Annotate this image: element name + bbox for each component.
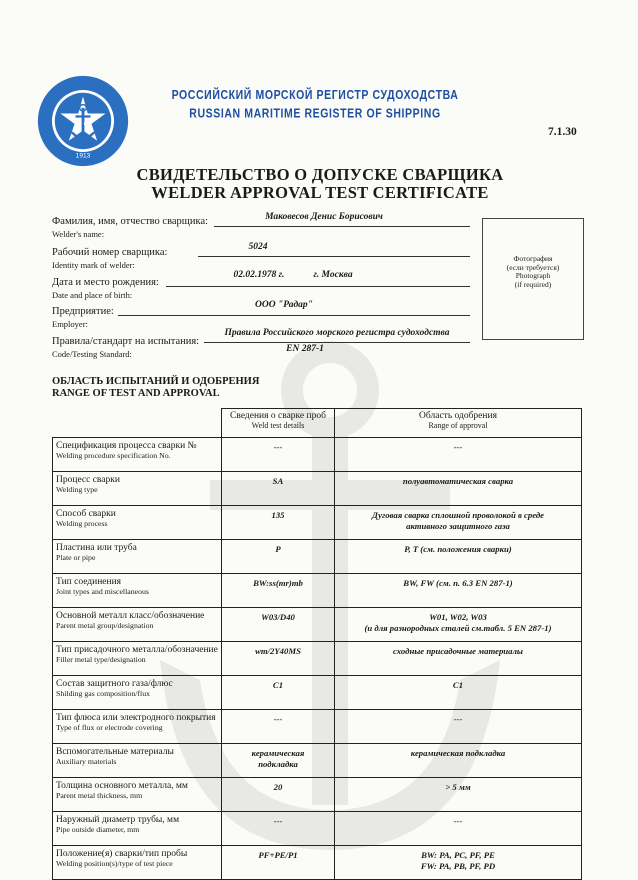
field-name-value: Маковесов Денис Борисович	[265, 212, 383, 222]
row-label: Наружный диаметр трубы, мм Pipe outside diameter, mm	[53, 812, 222, 846]
table-row	[53, 846, 582, 880]
field-birth-line	[166, 286, 470, 287]
organization-name	[150, 86, 480, 124]
field-name-line	[214, 226, 470, 227]
test-detail-cell: ---	[222, 710, 335, 744]
row-label: Тип соединения Joint types and miscellaneous	[53, 574, 222, 608]
row-label: Процесс сварки Welding type	[53, 472, 222, 506]
table-row	[53, 506, 582, 540]
approval-range-cell: Дуговая сварка сплошной проволокой в среде активного защитного газа	[335, 506, 582, 540]
test-detail-cell: керамическая подкладка	[222, 744, 335, 778]
approval-range-cell: P, T (см. положения сварки)	[335, 540, 582, 574]
table-row	[53, 778, 582, 812]
field-employer-value: ООО "Радар"	[255, 300, 313, 310]
col-approval-header: Область одобрения Range of approval	[335, 409, 582, 438]
field-employer-label: Предприятие: Employer:	[52, 306, 114, 329]
approval-range-cell: ---	[335, 812, 582, 846]
test-detail-cell: 135	[222, 506, 335, 540]
field-identity-line	[198, 256, 470, 257]
test-detail-cell: SA	[222, 472, 335, 506]
table-row	[53, 744, 582, 778]
table-row	[53, 676, 582, 710]
field-standard-line	[204, 342, 470, 343]
row-label: Толщина основного металла, мм Parent metal thickness, mm	[53, 778, 222, 812]
row-label: Тип присадочного металла/обозначение Filler metal type/designation	[53, 642, 222, 676]
table-row	[53, 642, 582, 676]
field-employer-line	[118, 315, 470, 316]
table-row	[53, 472, 582, 506]
approval-range-cell: полуавтоматическая сварка	[335, 472, 582, 506]
col-test-header: Сведения о сварке проб Weld test details	[222, 409, 335, 438]
org-name-en: RUSSIAN MARITIME REGISTER OF SHIPPING	[189, 106, 441, 122]
test-detail-cell: PF+PE/P1	[222, 846, 335, 880]
row-label: Состав защитного газа/флюс Shilding gas composition/flux	[53, 676, 222, 710]
test-detail-cell: BW:ss(mr)mb	[222, 574, 335, 608]
approval-range-cell: ---	[335, 438, 582, 472]
field-identity-label: Рабочий номер сварщика: Identity mark of welder:	[52, 247, 168, 270]
table-row	[53, 438, 582, 472]
table-row	[53, 540, 582, 574]
test-detail-cell: wm/2Y40MS	[222, 642, 335, 676]
table-row	[53, 608, 582, 642]
approval-range-cell: > 5 мм	[335, 778, 582, 812]
test-detail-cell: W03/D40	[222, 608, 335, 642]
field-standard-value: Правила Российского морского регистра судоходства	[224, 328, 450, 338]
row-label: Способ сварки Welding process	[53, 506, 222, 540]
test-detail-cell: ---	[222, 438, 335, 472]
range-table-header	[53, 409, 582, 438]
seal-letters: Р С	[78, 121, 88, 128]
row-label: Спецификация процесса сварки № Welding procedure specification No.	[53, 438, 222, 472]
title-en: WELDER APPROVAL TEST CERTIFICATE	[151, 183, 489, 202]
field-birth-place: г. Москва	[313, 270, 353, 280]
row-label: Основной металл класс/обозначение Parent metal group/designation	[53, 608, 222, 642]
table-row	[53, 574, 582, 608]
row-label: Вспомогательные материалы Auxiliary materials	[53, 744, 222, 778]
title-ru: СВИДЕТЕЛЬСТВО О ДОПУСКЕ СВАРЩИКА	[136, 165, 504, 184]
approval-range-cell: C1	[335, 676, 582, 710]
org-name-ru: РОССИЙСКИЙ МОРСКОЙ РЕГИСТР СУДОХОДСТВА	[171, 87, 459, 103]
test-detail-cell: C1	[222, 676, 335, 710]
approval-range-cell: сходные присадочные материалы	[335, 642, 582, 676]
register-seal-icon	[36, 74, 130, 168]
seal-year: 1913	[75, 152, 91, 160]
field-standard-label: Правила/стандарт на испытания: Code/Testing Standard:	[52, 336, 200, 359]
approval-range-cell: керамическая подкладка	[335, 744, 582, 778]
approval-range-cell: W01, W02, W03 (и для разнородных сталей см.табл. 5 EN 287-1)	[335, 608, 582, 642]
test-detail-cell: 20	[222, 778, 335, 812]
range-table	[52, 408, 582, 880]
approval-range-cell: BW, FW (см. п. 6.3 EN 287-1)	[335, 574, 582, 608]
row-label: Тип флюса или электродного покрытия Type of flux or electrode covering	[53, 710, 222, 744]
field-identity-value: 5024	[248, 242, 268, 252]
range-section-title: ОБЛАСТЬ ИСПЫТАНИЙ И ОДОБРЕНИЯ RANGE OF TEST AND APPROVAL	[52, 376, 260, 399]
approval-range-cell: ---	[335, 710, 582, 744]
test-detail-cell: P	[222, 540, 335, 574]
table-row	[53, 812, 582, 846]
approval-range-cell: BW: PA, PC, PF, PE FW: PA, PB, PF, PD	[335, 846, 582, 880]
field-birth-label: Дата и место рождения: Date and place of birth:	[52, 277, 159, 300]
test-detail-cell: ---	[222, 812, 335, 846]
field-birth-date: 02.02.1978 г.	[233, 270, 285, 280]
row-label: Пластина или труба Plate or pipe	[53, 540, 222, 574]
row-label: Положение(я) сварки/тип пробы Welding position(s)/type of test piece	[53, 846, 222, 880]
field-standard-value2: EN 287-1	[286, 344, 324, 354]
field-name-label: Фамилия, имя, отчество сварщика: Welder's name:	[52, 216, 209, 239]
table-row	[53, 710, 582, 744]
photo-box: Фотография (если требуется) Photograph (if required)	[482, 218, 584, 340]
form-code: 7.1.30	[548, 126, 577, 138]
